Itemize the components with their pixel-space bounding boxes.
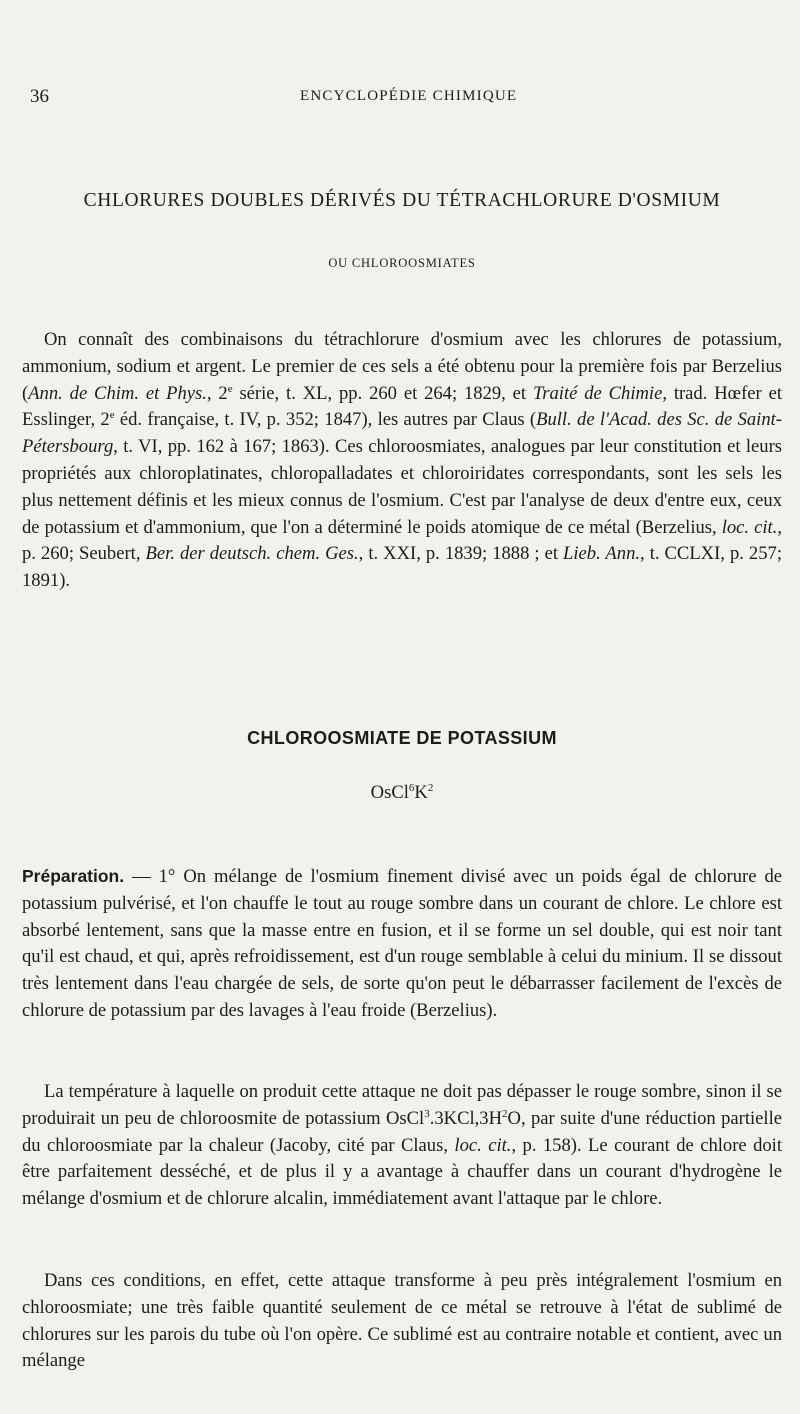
citation-loc-cit: loc. cit. bbox=[721, 516, 778, 538]
citation-traite: Traité de Chimie bbox=[532, 382, 663, 404]
citation-loc-cit: loc. cit. bbox=[454, 1134, 512, 1156]
journal-title: ENCYCLOPÉDIE CHIMIQUE bbox=[300, 88, 518, 104]
intro-text: , t. VI, pp. 162 à 167; 1863). Ces chloroosmiates, analogues par leur constitution et leurs propriétés aux chloroplatinates, chloropalladates et chloroiridates correspondants, sont les sels les plus nettement définis et les mieux connus de l'osmium. C'est par l'analyse de deux d'entre eux, ceux de potassium et d'ammonium, que l'on a déterminé le poids atomique de ce métal (Berzelius, bbox=[22, 436, 782, 538]
superscript: 2 bbox=[502, 1107, 508, 1120]
temperature-paragraph bbox=[22, 1079, 782, 1213]
citation-bull-acad: Bull. de l'Acad. des Sc. de Saint-Pétersbourg bbox=[22, 409, 782, 458]
section-title: CHLORURES DOUBLES DÉRIVÉS DU TÉTRACHLORURE D'OSMIUM bbox=[83, 190, 721, 211]
conditions-paragraph: Dans ces conditions, en effet, cette attaque transforme à peu près intégralement l'osmium en chloroosmiate; une très faible quantité seulement de ce métal se retrouve à l'état de sublimé de chlorures sur les parois du tube où l'on opère. Ce sublimé est au contraire notable et contient, avec un mélange bbox=[22, 1270, 782, 1372]
document-page bbox=[22, 0, 782, 1414]
superscript: e bbox=[109, 409, 115, 422]
compound-title: CHLOROOSMIATE DE POTASSIUM bbox=[247, 728, 557, 748]
superscript: e bbox=[227, 382, 233, 395]
temperature-text: La température à laquelle on produit cette attaque ne doit pas dépasser le rouge sombre, sinon il se produirait un peu de chloroosmite de potassium OsCl bbox=[22, 1081, 782, 1129]
citation-ann-chim: Ann. de Chim. et Phys. bbox=[28, 382, 207, 404]
temperature-text: , p. 158). Le courant de chlore doit être parfaitement desséché, et de plus il y a avantage à chauffer dans un courant d'hydrogène le mélange d'osmium et de chlorure alcalin, immédiatement avant l'attaque par le chlore. bbox=[22, 1134, 783, 1210]
intro-text: éd. française, t. IV, p. 352; 1847), les autres par Claus ( bbox=[114, 409, 537, 431]
superscript: 3 bbox=[424, 1107, 430, 1120]
temperature-text: .3KCl,3H bbox=[429, 1107, 503, 1129]
chemical-formula bbox=[22, 782, 782, 804]
page-number: 36 bbox=[30, 86, 49, 107]
preparation-paragraph bbox=[22, 863, 782, 1025]
intro-paragraph bbox=[22, 327, 782, 595]
section-subtitle: OU CHLOROOSMIATES bbox=[328, 256, 476, 270]
intro-text: , t. XXI, p. 1839; 1888 ; et bbox=[358, 543, 564, 565]
formula-part: OsCl bbox=[370, 782, 409, 803]
intro-text: , t. CCLXI, p. 257; 1891). bbox=[22, 543, 782, 592]
temperature-text: O, par suite d'une réduction partielle du chloroosmiate par la chaleur (Jacoby, cité par Claus, bbox=[22, 1107, 782, 1156]
formula-superscript: 2 bbox=[427, 781, 434, 794]
intro-text: , trad. Hœfer et Esslinger, 2 bbox=[22, 382, 782, 431]
preparation-label: Préparation. bbox=[22, 866, 125, 886]
formula-part: K bbox=[414, 782, 428, 803]
intro-text: , p. 260; Seubert, bbox=[22, 516, 782, 565]
formula-superscript: 6 bbox=[408, 781, 415, 794]
citation-ber: Ber. der deutsch. chem. Ges. bbox=[145, 543, 359, 565]
intro-text: On connaît des combinaisons du tétrachlorure d'osmium avec les chlorures de potassium, ammonium, sodium et argent. Le premier de ces sels a été obtenu pour la première fois par Berzelius ( bbox=[22, 329, 782, 404]
intro-text: série, t. XL, pp. 260 et 264; 1829, et bbox=[232, 382, 533, 404]
citation-lieb-ann: Lieb. Ann. bbox=[563, 543, 641, 565]
running-header bbox=[30, 86, 782, 110]
intro-text: , 2 bbox=[206, 382, 228, 404]
preparation-text: — 1° On mélange de l'osmium finement divisé avec un poids égal de chlorure de potassium pulvérisé, et l'on chauffe le tout au rouge sombre dans un courant de chlore. Le chlore est absorbé lentement, sans que la masse entre en fusion, et il se forme un sel double, qui est noir tant qu'il est chaud, et qui, après refroidissement, est d'un rouge semblable à celui du minium. Il se dissout très lentement dans l'eau chargée de sels, de sorte qu'on peut le débarrasser facilement de l'excès de chlorure de potassium par des lavages à l'eau froide (Berzelius). bbox=[22, 866, 782, 1021]
